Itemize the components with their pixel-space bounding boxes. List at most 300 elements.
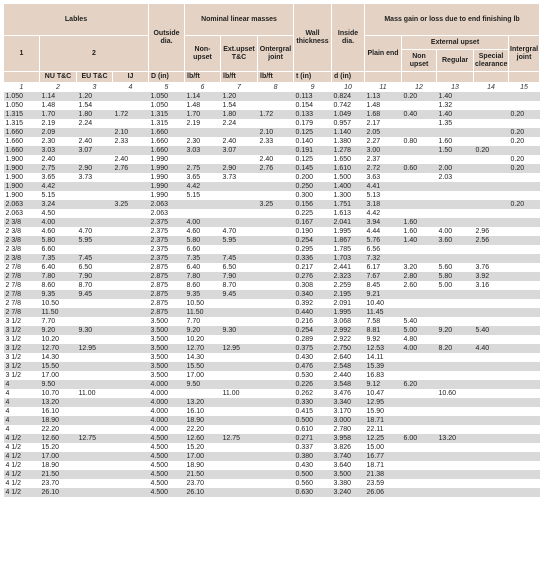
table-cell: 0.308 xyxy=(294,281,332,290)
table-cell: 4 1/2 xyxy=(4,470,40,479)
table-cell: 0.262 xyxy=(294,389,332,398)
table-cell xyxy=(474,362,509,371)
table-cell xyxy=(221,191,258,200)
header-wall-thickness: Wall thickness xyxy=(294,4,332,72)
table-body xyxy=(4,83,540,498)
table-cell xyxy=(402,443,437,452)
table-cell: 3.476 xyxy=(332,389,365,398)
table-cell xyxy=(402,353,437,362)
table-cell xyxy=(402,308,437,317)
table-cell: 22.11 xyxy=(365,425,402,434)
table-cell: 3.826 xyxy=(332,443,365,452)
table-cell: 2.09 xyxy=(40,128,77,137)
table-cell: 1.660 xyxy=(4,137,40,146)
table-cell: 0.415 xyxy=(294,407,332,416)
table-cell: 4.60 xyxy=(40,227,77,236)
table-cell xyxy=(474,461,509,470)
table-cell: 0.216 xyxy=(294,317,332,326)
table-cell: 9.20 xyxy=(437,326,474,335)
table-cell xyxy=(77,443,113,452)
table-cell: 1.60 xyxy=(402,227,437,236)
header-ij: IJ xyxy=(113,72,149,83)
table-cell: 0.133 xyxy=(294,110,332,119)
table-cell: 2.992 xyxy=(332,326,365,335)
table-cell: 1.613 xyxy=(332,209,365,218)
table-cell: 7.80 xyxy=(185,272,221,281)
header-d-in: D (in) xyxy=(149,72,185,83)
table-cell xyxy=(402,209,437,218)
table-cell: 0.630 xyxy=(294,488,332,497)
table-cell: 6.56 xyxy=(365,245,402,254)
table-cell xyxy=(509,236,540,245)
table-row xyxy=(4,317,540,326)
table-cell xyxy=(221,488,258,497)
table-cell xyxy=(258,254,294,263)
table-cell xyxy=(509,434,540,443)
table-cell: 1.990 xyxy=(149,182,185,191)
table-cell: 2.30 xyxy=(185,137,221,146)
table-cell: 0.250 xyxy=(294,182,332,191)
table-cell: 0.336 xyxy=(294,254,332,263)
table-cell: 18.71 xyxy=(365,461,402,470)
table-cell xyxy=(437,443,474,452)
table-cell: 1.278 xyxy=(332,146,365,155)
table-cell xyxy=(402,425,437,434)
table-cell: 2.375 xyxy=(149,227,185,236)
table-cell: 9.20 xyxy=(185,326,221,335)
table-cell: 12.95 xyxy=(77,344,113,353)
table-cell xyxy=(474,164,509,173)
table-cell: 5.40 xyxy=(474,326,509,335)
table-cell: 10.20 xyxy=(185,335,221,344)
table-cell: 4.40 xyxy=(474,344,509,353)
table-cell xyxy=(474,443,509,452)
table-cell xyxy=(474,191,509,200)
table-cell xyxy=(77,353,113,362)
table-cell xyxy=(113,209,149,218)
table-cell: 4.70 xyxy=(77,227,113,236)
table-row xyxy=(4,254,540,263)
table-cell: 0.254 xyxy=(294,236,332,245)
table-cell: 5.80 xyxy=(437,272,474,281)
table-row xyxy=(4,101,540,110)
table-cell: 3.000 xyxy=(332,416,365,425)
table-cell: 1.140 xyxy=(332,128,365,137)
table-cell: 5.15 xyxy=(185,191,221,200)
table-row xyxy=(4,353,540,362)
table-cell: 3.170 xyxy=(332,407,365,416)
table-cell: 0.337 xyxy=(294,443,332,452)
table-cell: 3 1/2 xyxy=(4,362,40,371)
table-cell: 4.000 xyxy=(149,416,185,425)
table-cell: 1.751 xyxy=(332,200,365,209)
table-cell: 8.70 xyxy=(77,281,113,290)
table-cell: 2.37 xyxy=(365,155,402,164)
table-cell: 0.125 xyxy=(294,155,332,164)
table-cell: 17.00 xyxy=(185,371,221,380)
table-cell: 18.90 xyxy=(40,416,77,425)
table-cell: 0.289 xyxy=(294,335,332,344)
table-cell xyxy=(474,254,509,263)
table-cell xyxy=(113,218,149,227)
table-cell xyxy=(437,317,474,326)
table-cell xyxy=(402,461,437,470)
table-cell: 2.375 xyxy=(149,245,185,254)
table-row xyxy=(4,218,540,227)
table-cell: 1.72 xyxy=(113,110,149,119)
table-cell: 4.42 xyxy=(40,182,77,191)
table-cell xyxy=(437,353,474,362)
table-cell: 2.375 xyxy=(149,236,185,245)
table-cell xyxy=(258,281,294,290)
table-row xyxy=(4,191,540,200)
table-cell: 1.40 xyxy=(402,236,437,245)
table-cell xyxy=(402,146,437,155)
table-cell xyxy=(221,479,258,488)
table-cell xyxy=(258,488,294,497)
table-cell xyxy=(221,362,258,371)
table-cell xyxy=(77,362,113,371)
table-cell xyxy=(221,335,258,344)
table-cell xyxy=(474,155,509,164)
table-cell: 15.00 xyxy=(365,443,402,452)
column-number: 11 xyxy=(365,83,402,93)
table-cell: 6.50 xyxy=(221,263,258,272)
header-label-2: 2 xyxy=(40,36,149,72)
table-row xyxy=(4,380,540,389)
table-row xyxy=(4,173,540,182)
table-cell xyxy=(402,371,437,380)
table-cell: 2.40 xyxy=(258,155,294,164)
table-cell: 0.476 xyxy=(294,362,332,371)
table-cell xyxy=(509,245,540,254)
table-cell xyxy=(437,461,474,470)
table-cell xyxy=(113,371,149,380)
table-row xyxy=(4,443,540,452)
table-cell: 5.60 xyxy=(437,263,474,272)
table-cell xyxy=(509,191,540,200)
table-cell: 12.95 xyxy=(221,344,258,353)
table-cell: 0.217 xyxy=(294,263,332,272)
table-cell: 2 7/8 xyxy=(4,272,40,281)
table-row xyxy=(4,146,540,155)
table-cell xyxy=(474,290,509,299)
table-cell: 5.95 xyxy=(221,236,258,245)
column-number: 4 xyxy=(113,83,149,93)
table-cell xyxy=(77,380,113,389)
table-cell: 15.39 xyxy=(365,362,402,371)
table-cell: 26.06 xyxy=(365,488,402,497)
table-cell: 0.20 xyxy=(509,128,540,137)
table-cell xyxy=(258,299,294,308)
table-row xyxy=(4,290,540,299)
table-cell xyxy=(509,326,540,335)
table-cell xyxy=(402,452,437,461)
table-cell: 17.00 xyxy=(185,452,221,461)
table-cell: 0.340 xyxy=(294,290,332,299)
table-cell xyxy=(113,344,149,353)
table-cell xyxy=(509,290,540,299)
table-cell: 4.000 xyxy=(149,398,185,407)
table-cell: 2.76 xyxy=(113,164,149,173)
table-cell xyxy=(221,128,258,137)
table-cell xyxy=(258,326,294,335)
table-cell: 0.500 xyxy=(294,416,332,425)
header-eu-tc: EU T&C xyxy=(77,72,113,83)
table-cell xyxy=(474,335,509,344)
table-cell: 4.500 xyxy=(149,452,185,461)
table-cell xyxy=(402,470,437,479)
table-cell xyxy=(474,425,509,434)
table-cell: 2.05 xyxy=(365,128,402,137)
tubing-dimensions-table xyxy=(3,3,540,497)
table-row xyxy=(4,470,540,479)
table-cell xyxy=(437,254,474,263)
column-number: 12 xyxy=(402,83,437,93)
table-cell: 10.60 xyxy=(437,389,474,398)
table-cell: 18.90 xyxy=(185,416,221,425)
table-cell xyxy=(402,479,437,488)
table-cell: 1.48 xyxy=(365,101,402,110)
table-cell: 14.30 xyxy=(185,353,221,362)
table-cell: 0.191 xyxy=(294,146,332,155)
table-cell xyxy=(437,416,474,425)
table-cell xyxy=(113,182,149,191)
table-cell: 2 3/8 xyxy=(4,218,40,227)
column-number-row xyxy=(4,83,540,93)
table-cell: 1.54 xyxy=(77,101,113,110)
table-cell xyxy=(402,245,437,254)
table-cell xyxy=(474,470,509,479)
table-cell xyxy=(258,191,294,200)
table-cell xyxy=(509,146,540,155)
table-cell: 4.41 xyxy=(365,182,402,191)
table-cell: 2.063 xyxy=(4,200,40,209)
table-cell: 7.80 xyxy=(40,272,77,281)
header-nominal-linear-masses: Nominal linear masses xyxy=(185,4,294,36)
table-cell: 2 7/8 xyxy=(4,263,40,272)
table-cell xyxy=(77,218,113,227)
table-cell: 2.56 xyxy=(474,236,509,245)
table-cell xyxy=(474,353,509,362)
table-cell: 14.11 xyxy=(365,353,402,362)
table-cell xyxy=(474,245,509,254)
table-cell xyxy=(437,488,474,497)
table-cell: 1.703 xyxy=(332,254,365,263)
table-cell xyxy=(474,488,509,497)
table-cell: 9.92 xyxy=(365,335,402,344)
table-cell xyxy=(474,173,509,182)
table-cell xyxy=(113,299,149,308)
table-cell: 10.20 xyxy=(40,335,77,344)
table-cell: 2.063 xyxy=(149,209,185,218)
table-cell xyxy=(185,389,221,398)
table-cell: 4.000 xyxy=(149,380,185,389)
table-cell: 3.500 xyxy=(149,344,185,353)
table-cell xyxy=(77,479,113,488)
table-cell: 2.27 xyxy=(365,137,402,146)
table-cell: 2.875 xyxy=(149,281,185,290)
table-cell: 1.70 xyxy=(185,110,221,119)
table-cell xyxy=(221,461,258,470)
table-cell: 5.00 xyxy=(402,326,437,335)
column-number: 3 xyxy=(77,83,113,93)
table-cell: 11.00 xyxy=(77,389,113,398)
table-cell xyxy=(509,398,540,407)
table-cell: 21.38 xyxy=(365,470,402,479)
header-outside-dia: Outside dia. xyxy=(149,4,185,72)
table-cell xyxy=(402,254,437,263)
table-cell xyxy=(258,227,294,236)
table-cell: 2.33 xyxy=(258,137,294,146)
table-cell xyxy=(258,344,294,353)
table-cell: 1.48 xyxy=(185,101,221,110)
table-cell: 2.90 xyxy=(77,164,113,173)
table-cell xyxy=(221,425,258,434)
table-cell: 0.40 xyxy=(402,110,437,119)
table-cell: 1.990 xyxy=(149,164,185,173)
table-cell xyxy=(258,317,294,326)
table-cell: 0.392 xyxy=(294,299,332,308)
table-cell: 13.20 xyxy=(437,434,474,443)
table-row xyxy=(4,371,540,380)
table-cell: 4.42 xyxy=(365,209,402,218)
table-cell xyxy=(509,488,540,497)
table-cell: 0.295 xyxy=(294,245,332,254)
table-cell xyxy=(509,182,540,191)
table-cell: 0.610 xyxy=(294,425,332,434)
table-cell: 7.70 xyxy=(185,317,221,326)
table-cell: 2.750 xyxy=(332,344,365,353)
table-cell xyxy=(474,182,509,191)
table-cell xyxy=(402,488,437,497)
table-cell: 1.40 xyxy=(437,92,474,101)
header-non-upset-gain: Non upset xyxy=(402,50,437,72)
table-cell xyxy=(474,434,509,443)
table-cell xyxy=(258,470,294,479)
table-cell: 0.167 xyxy=(294,218,332,227)
header-nu-tc: NU T&C xyxy=(40,72,77,83)
table-cell: 7.45 xyxy=(77,254,113,263)
table-cell: 4.00 xyxy=(185,218,221,227)
table-cell xyxy=(258,146,294,155)
table-cell xyxy=(258,101,294,110)
table-cell: 2.259 xyxy=(332,281,365,290)
table-cell: 10.40 xyxy=(365,299,402,308)
table-cell xyxy=(402,128,437,137)
table-cell: 3.500 xyxy=(149,353,185,362)
table-cell: 2.548 xyxy=(332,362,365,371)
table-cell: 8.60 xyxy=(185,281,221,290)
table-cell xyxy=(77,191,113,200)
table-cell: 6.40 xyxy=(40,263,77,272)
table-cell xyxy=(509,389,540,398)
table-cell: 6.20 xyxy=(402,380,437,389)
table-cell xyxy=(258,119,294,128)
column-number: 9 xyxy=(294,83,332,93)
table-cell: 2.780 xyxy=(332,425,365,434)
table-cell: 0.140 xyxy=(294,137,332,146)
table-cell: 7.32 xyxy=(365,254,402,263)
table-cell: 23.70 xyxy=(185,479,221,488)
table-cell: 2.375 xyxy=(149,254,185,263)
table-cell: 10.50 xyxy=(40,299,77,308)
table-cell: 1.785 xyxy=(332,245,365,254)
table-cell xyxy=(113,452,149,461)
table-cell: 3.65 xyxy=(185,173,221,182)
table-row xyxy=(4,326,540,335)
table-cell xyxy=(437,380,474,389)
table-cell xyxy=(402,119,437,128)
table-cell: 2.10 xyxy=(113,128,149,137)
table-cell: 17.00 xyxy=(40,452,77,461)
table-cell: 0.440 xyxy=(294,308,332,317)
table-cell: 2.75 xyxy=(185,164,221,173)
table-cell: 0.154 xyxy=(294,101,332,110)
table-cell: 4 xyxy=(4,398,40,407)
table-cell: 1.990 xyxy=(149,155,185,164)
table-cell: 0.430 xyxy=(294,461,332,470)
table-cell: 26.10 xyxy=(40,488,77,497)
table-cell: 11.00 xyxy=(221,389,258,398)
table-row xyxy=(4,407,540,416)
table-cell xyxy=(258,407,294,416)
table-cell xyxy=(437,479,474,488)
table-cell: 4.00 xyxy=(437,227,474,236)
table-cell: 7.35 xyxy=(185,254,221,263)
table-cell: 2.80 xyxy=(402,272,437,281)
table-cell: 3.94 xyxy=(365,218,402,227)
table-cell xyxy=(77,200,113,209)
table-cell: 2.875 xyxy=(149,290,185,299)
table-cell: 0.957 xyxy=(332,119,365,128)
table-cell: 1.72 xyxy=(258,110,294,119)
table-cell: 1.32 xyxy=(437,101,474,110)
table-cell xyxy=(509,371,540,380)
table-cell xyxy=(437,308,474,317)
table-cell: 1.050 xyxy=(149,92,185,101)
table-cell xyxy=(113,407,149,416)
table-cell xyxy=(221,398,258,407)
table-cell xyxy=(509,470,540,479)
table-cell: 0.530 xyxy=(294,371,332,380)
table-cell: 1.660 xyxy=(149,146,185,155)
table-cell: 7.58 xyxy=(365,317,402,326)
table-cell: 2 7/8 xyxy=(4,290,40,299)
table-cell xyxy=(185,155,221,164)
table-cell: 1.900 xyxy=(4,164,40,173)
table-cell: 9.35 xyxy=(40,290,77,299)
table-row xyxy=(4,92,540,101)
table-cell xyxy=(474,209,509,218)
table-cell xyxy=(509,461,540,470)
table-cell: 1.995 xyxy=(332,308,365,317)
table-cell xyxy=(77,335,113,344)
table-cell xyxy=(474,137,509,146)
table-cell: 9.50 xyxy=(185,380,221,389)
table-cell xyxy=(474,299,509,308)
table-cell xyxy=(509,119,540,128)
table-cell: 0.156 xyxy=(294,200,332,209)
table-cell xyxy=(113,101,149,110)
table-cell: 1.990 xyxy=(149,173,185,182)
table-cell: 3.20 xyxy=(402,263,437,272)
table-cell xyxy=(437,452,474,461)
table-row xyxy=(4,272,540,281)
table-cell: 3.548 xyxy=(332,380,365,389)
table-cell xyxy=(509,407,540,416)
table-cell: 3.500 xyxy=(149,362,185,371)
